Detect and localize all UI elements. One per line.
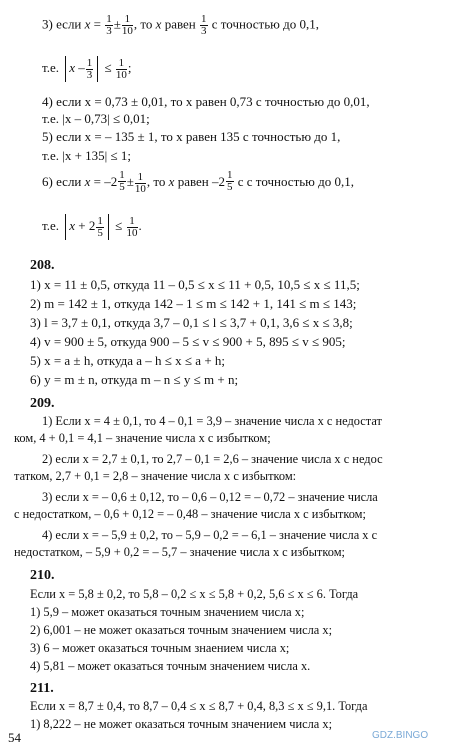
s208-line-1: 1) x = 11 ± 0,5, откуда 11 – 0,5 ≤ x ≤ 11 + 0,5, 10,5 ≤ x ≤ 11,5; [30,277,360,292]
pre-item-4-line1: 4) если x = 0,73 ± 0,01, то x равен 0,73 с точностью до 0,01, [42,94,370,109]
s209-line-4: татком, 2,7 + 0,1 = 2,8 – значение числа x с избытком: [14,469,297,483]
s209-line-5: 3) если x = – 0,6 ± 0,12, то – 0,6 – 0,12 = – 0,72 – значение числа [42,490,378,504]
section-211-title: 211. [30,681,54,696]
pre-item-6-line2: т.е. x + 2 $\frac{1}{5}$ ≤ $\frac{1}{10}$ . [42,214,142,239]
s208-line-3: 3) l = 3,7 ± 0,1, откуда 3,7 – 0,1 ≤ l ≤ 3,7 + 0,1, 3,6 ≤ x ≤ 3,8; [30,315,353,330]
pre-item-5-line2: т.е. |x + 135| ≤ 1; [42,148,132,163]
s210-line-2: 1) 5,9 – может оказаться точным значением числа x; [30,605,305,619]
s210-line-4: 3) 6 – может оказаться точным знаением числа x; [30,641,290,655]
section-210-title: 210. [30,568,55,583]
s211-line-2: 1) 8,222 – не может оказаться точным значением числа x; [30,717,333,731]
s208-line-2: 2) m = 142 ± 1, откуда 142 – 1 ≤ m ≤ 142 + 1, 141 ≤ m ≤ 143; [30,296,357,311]
s209-line-6: с недостатком, – 0,6 + 0,12 = – 0,48 – значение числа x с избытком; [14,507,366,521]
s208-line-6: 6) y = m ± n, откуда m – n ≤ y ≤ m + n; [30,372,239,387]
section-209-title: 209. [30,396,55,411]
s210-line-1: Если x = 5,8 ± 0,2, то 5,8 – 0,2 ≤ x ≤ 5,8 + 0,2, 5,6 ≤ x ≤ 6. Тогда [30,587,359,601]
s208-line-5: 5) x = a ± h, откуда a – h ≤ x ≤ a + h; [30,353,226,368]
pre-item-5-line1: 5) если x = – 135 ± 1, то x равен 135 с точностью до 1, [42,129,341,144]
s208-line-4: 4) v = 900 ± 5, откуда 900 – 5 ≤ v ≤ 900 + 5, 895 ≤ v ≤ 905; [30,334,346,349]
s209-line-7: 4) если x = – 5,9 ± 0,2, то – 5,9 – 0,2 = – 6,1 – значение числа x с [42,528,378,542]
page-number: 54 [8,730,21,745]
s209-line-2: ком, 4 + 0,1 = 4,1 – значение числа x с избытком; [14,431,271,445]
pre-item-3-line2: т.е. x – $\frac{1}{3}$ ≤ $\frac{1}{10}$ ; [42,56,132,81]
section-208-title: 208. [30,258,55,273]
s211-line-1: Если x = 8,7 ± 0,4, то 8,7 – 0,4 ≤ x ≤ 8,7 + 0,4, 8,3 ≤ x ≤ 9,1. Тогда [30,699,368,713]
pre-item-6-line1: 6) если x = –2 $\frac{1}{5}$ ± $\frac{1}{10}$ , то x равен –2 $\frac{1}{5}$ c с точностью до 0,1, [42,169,355,195]
pre-item-4-line2: т.е. |x – 0,73| ≤ 0,01; [42,111,150,126]
s209-line-1: 1) Если x = 4 ± 0,1, то 4 – 0,1 = 3,9 – значение числа x с недостат [42,414,382,428]
s209-line-8: недостатком, – 5,9 + 0,2 = – 5,7 – значение числа x с избытком; [14,545,345,559]
s209-line-3: 2) если x = 2,7 ± 0,1, то 2,7 – 0,1 = 2,6 – значение числа x с недос [42,452,383,466]
s210-line-3: 2) 6,001 – не может оказаться точным значением числа x; [30,623,333,637]
watermark: GDZ.BINGO [372,730,429,741]
pre-item-3-line1: 3) если x = $\frac{1}{3}$ ± $\frac{1}{10}$ , то x равен $\frac{1}{3}$ с точностью до 0,1, [42,13,319,37]
s210-line-5: 4) 5,81 – может оказаться точным значением числа x. [30,659,311,673]
